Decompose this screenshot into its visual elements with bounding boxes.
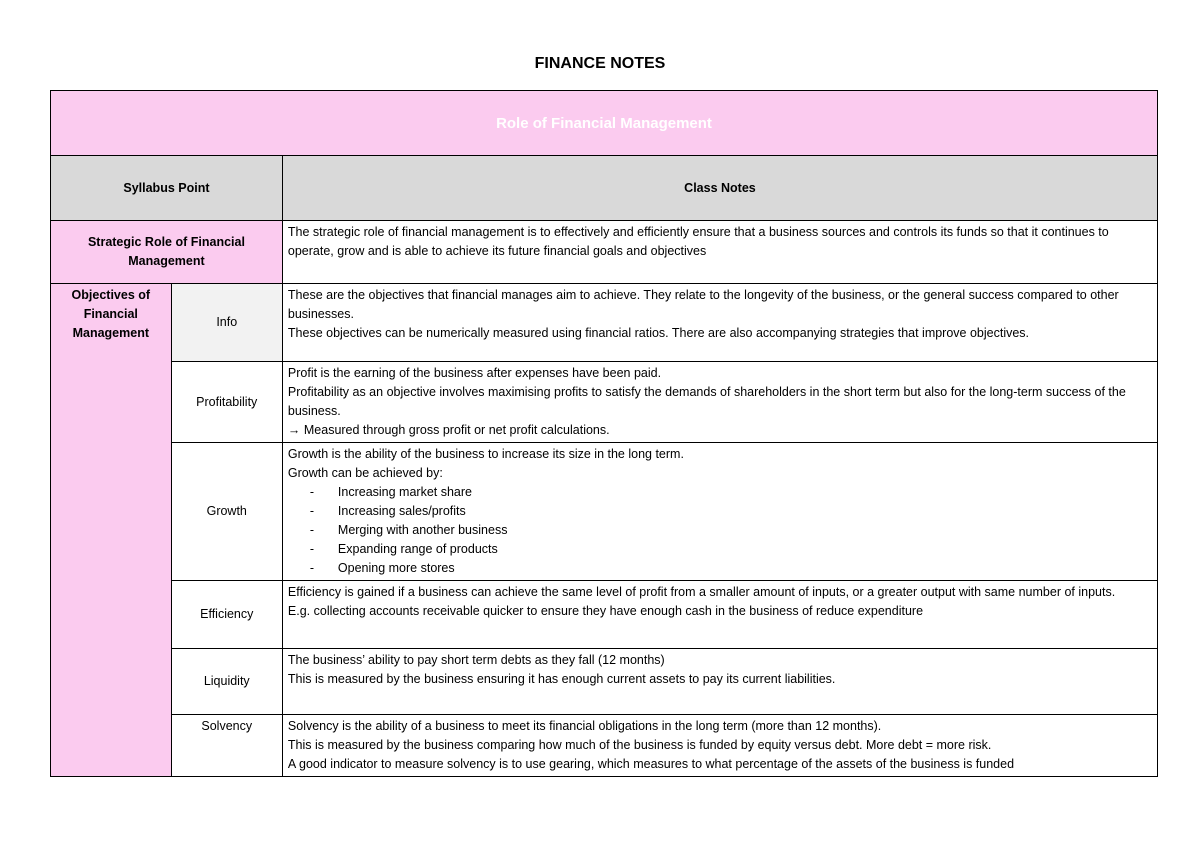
- syllabus-point-header: Syllabus Point: [51, 156, 283, 221]
- list-item: - Merging with another business: [310, 521, 1152, 540]
- objective-notes-efficiency: [282, 581, 1157, 649]
- notes-line: This is measured by the business ensuring it has enough current assets to pay its current liabilities.: [287, 672, 836, 686]
- notes-line: Growth is the ability of the business to increase its size in the long term.: [287, 447, 684, 461]
- notes-line: Profit is the earning of the business after expenses have been paid.: [287, 366, 662, 380]
- notes-line: → Measured through gross profit or net profit calculations.: [287, 423, 610, 437]
- objectives-label: Objectives of Financial Management: [51, 284, 172, 777]
- header-row: [51, 156, 1158, 221]
- finance-notes-table: [50, 90, 1158, 777]
- objective-notes-profitability: [282, 362, 1157, 443]
- objective-row-efficiency: [51, 581, 1158, 649]
- objective-row-info: [51, 284, 1158, 362]
- strategic-role-label: Strategic Role of Financial Management: [51, 221, 283, 284]
- objective-row-solvency: [51, 715, 1158, 777]
- notes-line: Efficiency is gained if a business can achieve the same level of profit from a smaller amount of inputs, or a greater output with same number of inputs.: [287, 585, 1116, 599]
- objective-notes-info: [282, 284, 1157, 362]
- notes-line: Solvency is the ability of a business to meet its financial obligations in the long term (more than 12 months).: [287, 719, 882, 733]
- notes-line: Growth can be achieved by:: [287, 466, 443, 480]
- objective-notes-solvency: [282, 715, 1157, 777]
- list-item: - Increasing sales/profits: [310, 502, 1152, 521]
- notes-line: E.g. collecting accounts receivable quicker to ensure they have enough cash in the business of reduce expenditure: [287, 604, 924, 618]
- list-item: - Expanding range of products: [310, 540, 1152, 559]
- notes-line: These objectives can be numerically measured using financial ratios. There are also accompanying strategies that improve objectives.: [287, 326, 1030, 340]
- class-notes-header: Class Notes: [282, 156, 1157, 221]
- strategic-row: [51, 221, 1158, 284]
- objective-label-efficiency: Efficiency: [171, 581, 282, 649]
- growth-methods-list: [288, 483, 1152, 578]
- objective-label-profitability: Profitability: [171, 362, 282, 443]
- notes-line: Profitability as an objective involves maximising profits to satisfy the demands of shareholders in the short term but also for the long-term success of the business.: [287, 385, 1126, 418]
- list-item: - Increasing market share: [310, 483, 1152, 502]
- notes-line: These are the objectives that financial manages aim to achieve. They relate to the longevity of the business, or the general success compared to other businesses.: [287, 288, 1119, 321]
- table-banner: Role of Financial Management: [51, 91, 1158, 156]
- notes-line: This is measured by the business comparing how much of the business is funded by equity versus debt. More debt = more risk.: [287, 738, 992, 752]
- objective-label-info: Info: [171, 284, 282, 362]
- notes-line: A good indicator to measure solvency is to use gearing, which measures to what percentage of the assets of the business is funded: [287, 757, 1015, 771]
- objective-row-liquidity: [51, 649, 1158, 715]
- document-title: FINANCE NOTES: [534, 55, 666, 72]
- objective-notes-liquidity: [282, 649, 1157, 715]
- list-item: - Opening more stores: [310, 559, 1152, 578]
- objective-label-growth: Growth: [171, 443, 282, 581]
- objective-row-profitability: [51, 362, 1158, 443]
- objective-row-growth: [51, 443, 1158, 581]
- objective-label-solvency: Solvency: [171, 715, 282, 777]
- objective-label-liquidity: Liquidity: [171, 649, 282, 715]
- objective-notes-growth: [282, 443, 1157, 581]
- strategic-role-notes: The strategic role of financial management is to effectively and efficiently ensure that a business sources and controls its funds so that it continues to operate, grow and is able to achieve its future financial goals and objectives: [282, 221, 1157, 284]
- notes-line: The business’ ability to pay short term debts as they fall (12 months): [287, 653, 665, 667]
- banner-row: [51, 91, 1158, 156]
